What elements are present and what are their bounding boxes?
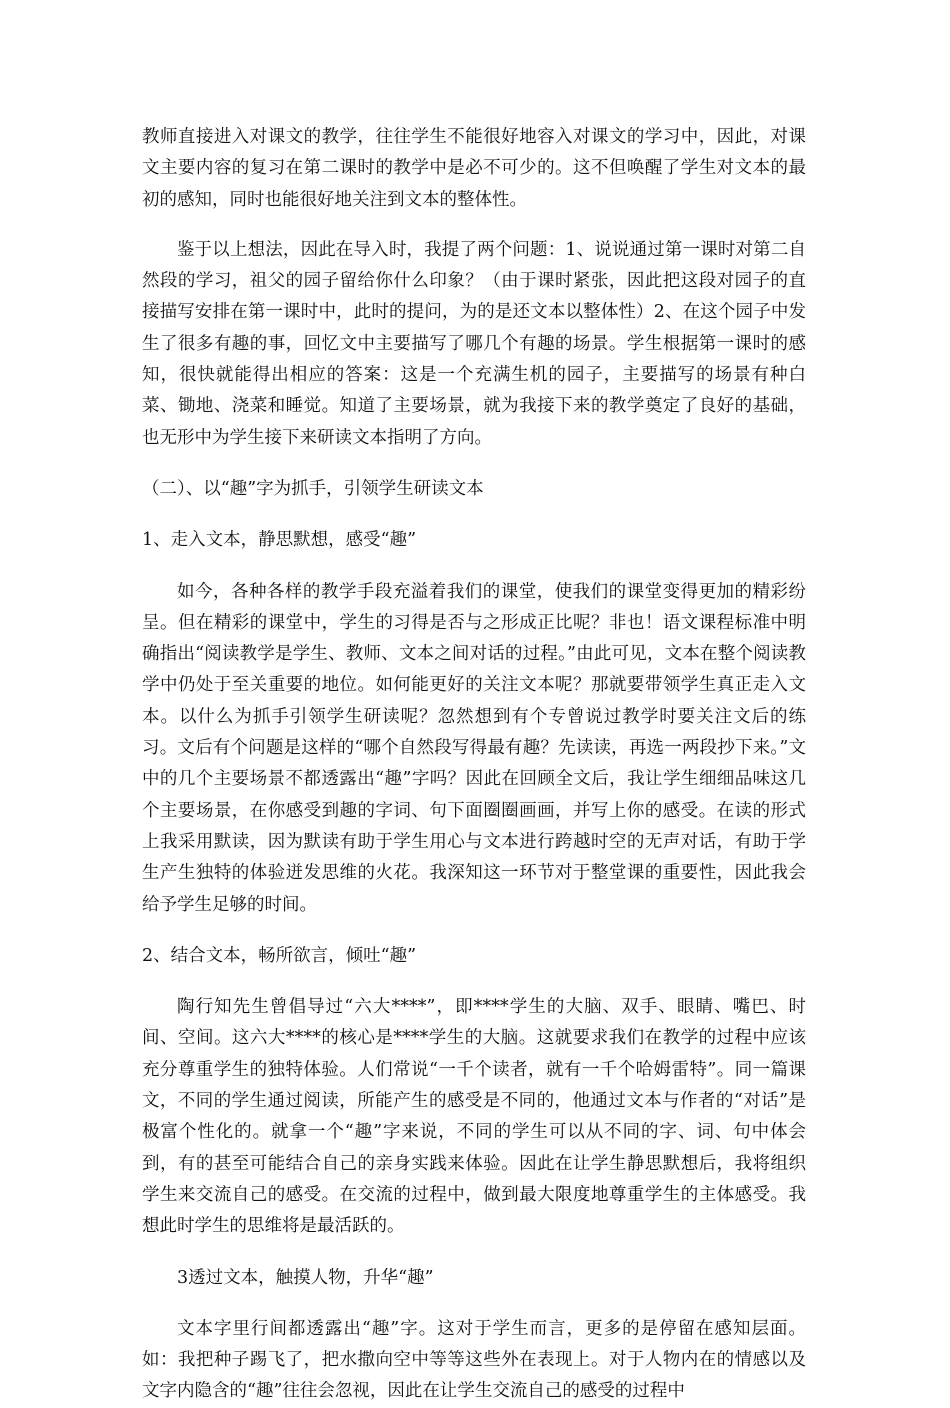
document-body: [142, 122, 806, 1408]
subheading-3: 3透过文本，触摸人物，升华“趣”: [177, 1267, 434, 1288]
paragraph-lead-in-questions: 鉴于以上想法，因此在导入时，我提了两个问题：1、说说通过第一课时对第二自然段的学习，祖父的园子留给你什么印象？（由于课时紧张，因此把这段对园子的直接描写安排在第一课时中，此时的提问，为的是还文本以整体性）2、在这个园子中发生了很多有趣的事，回忆文中主要描写了哪几个有趣的场景。学生根据第一课时的感知，很快就能得出相应的答案：这是一个充满生机的园子，主要描写的场景有种白菜、锄地、浇菜和睡觉。知道了主要场景，就为我接下来的教学奠定了良好的基础，也无形中为学生接下来研读文本指明了方向。: [142, 239, 806, 448]
subheading-1: 1、走入文本，静思默想，感受“趣”: [142, 530, 417, 551]
section-heading-2: （二）、以“趣”字为抓手，引领学生研读文本: [142, 478, 484, 499]
paragraph-review-intro: 教师直接进入对课文的教学，往往学生不能很好地容入对课文的学习中，因此，对课文主要内容的复习在第二课时的教学中是必不可少的。这不但唤醒了学生对文本的最初的感知，同时也能很好地关注到文本的整体性。: [142, 127, 806, 210]
subheading-2: 2、结合文本，畅所欲言，倾吐“趣”: [142, 945, 417, 966]
paragraph-tao-xingzhi: 陶行知先生曾倡导过“六大****”，即****学生的大脑、双手、眼睛、嘴巴、时间、空间。这六大****的核心是****学生的大脑。这就要求我们在教学的过程中应该充分尊重学生的独特体验。人们常说“一千个读者，就有一千个哈姆雷特”。同一篇课文，不同的学生通过阅读，所能产生的感受是不同的，他通过文本与作者的“对话”是极富个性化的。就拿一个“趣”字来说，不同的学生可以从不同的字、词、句中体会到，有的甚至可能结合自己的亲身实践来体验。因此在让学生静思默想后，我将组织学生来交流自己的感受。在交流的过程中，做到最大限度地尊重学生的主体感受。我想此时学生的思维将是最活跃的。: [142, 997, 806, 1237]
paragraph-enter-text: 如今，各种各样的教学手段充溢着我们的课堂，使我们的课堂变得更加的精彩纷呈。但在精彩的课堂中，学生的习得是否与之形成正比呢？非也！语文课程标准中明确指出“阅读教学是学生、教师、文本之间对话的过程。”由此可见，文本在整个阅读教学中仍处于至关重要的地位。如何能更好的关注文本呢？那就要带领学生真正走入文本。以什么为抓手引领学生研读呢？忽然想到有个专曾说过教学时要关注文后的练习。文后有个问题是这样的“哪个自然段写得最有趣？先读读，再选一两段抄下来。”文中的几个主要场景不都透露出“趣”字吗？因此在回顾全文后，我让学生细细品味这几个主要场景，在你感受到趣的字词、句下面圈圈画画，并写上你的感受。在读的形式上我采用默读，因为默读有助于学生用心与文本进行跨越时空的无声对话，有助于学生产生独特的体验迸发思维的火花。我深知这一环节对于整堂课的重要性，因此我会给予学生足够的时间。: [142, 581, 806, 915]
paragraph-text-interest: 文本字里行间都透露出“趣”字。这对于学生而言，更多的是停留在感知层面。如：我把种子踢飞了，把水撒向空中等等这些外在表现上。对于人物内在的情感以及文字内隐含的“趣”往往会忽视，因此在让学生交流自己的感受的过程中: [142, 1318, 806, 1402]
